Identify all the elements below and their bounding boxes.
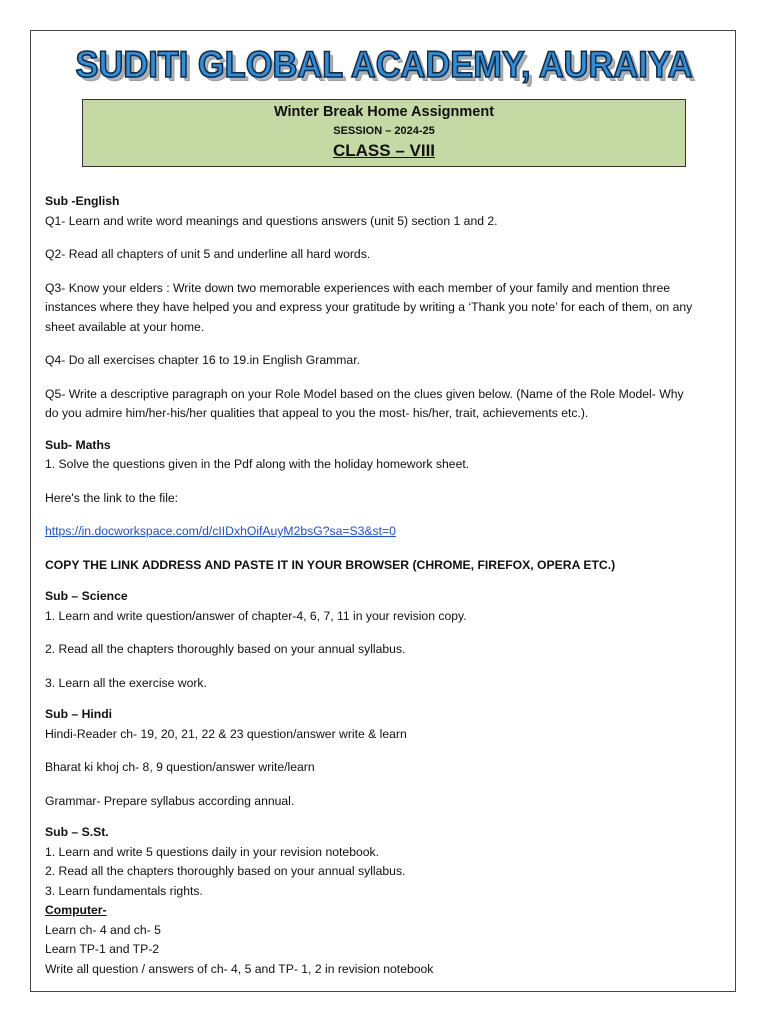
english-heading: Sub -English [45, 194, 120, 208]
maths-link-instruction: COPY THE LINK ADDRESS AND PASTE IT IN YOUR BROWSER (CHROME, FIREFOX, OPERA ETC.) [45, 557, 616, 572]
assignment-title: Winter Break Home Assignment [273, 104, 495, 120]
english-q5-line1: Q5- Write a descriptive paragraph on your Role Model based on the clues given below. (Name of the Role Model- Why [45, 386, 684, 401]
sst-item3: 3. Learn fundamentals rights. [45, 883, 203, 898]
english-q1: Q1- Learn and write word meanings and questions answers (unit 5) section 1 and 2. [45, 213, 498, 228]
english-q4: Q4- Do all exercises chapter 16 to 19.in English Grammar. [45, 353, 360, 367]
hindi-item3: Grammar- Prepare syllabus according annual. [45, 793, 295, 808]
english-q5-line2: do you admire him/her-his/her qualities that appeal to you the most- his/her, trait, achievements etc.). [45, 406, 589, 420]
sst-item1: 1. Learn and write 5 questions daily in your revision notebook. [45, 844, 380, 859]
hindi-item1: Hindi-Reader ch- 19, 20, 21, 22 & 23 question/answer write & learn [45, 726, 407, 741]
science-item2: 2. Read all the chapters thoroughly based on your annual syllabus. [45, 642, 406, 656]
class-label: CLASS – VIII [332, 141, 436, 160]
session-label: SESSION – 2024-25 [333, 125, 435, 137]
class-label-wrap [83, 141, 685, 161]
maths-heading: Sub- Maths [45, 437, 111, 452]
computer-item2: Learn TP-1 and TP-2 [45, 942, 160, 956]
english-q3-line1: Q3- Know your elders : Write down two memorable experiences with each member of your family and mention three [45, 280, 671, 295]
hindi-item2: Bharat ki khoj ch- 8, 9 question/answer write/learn [45, 760, 315, 774]
assignment-content [45, 192, 725, 979]
science-item1: 1. Learn and write question/answer of chapter-4, 6, 7, 11 in your revision copy. [45, 608, 467, 623]
maths-file-link[interactable]: https://in.docworkspace.com/d/cIIDxhOifAuyM2bsG?sa=S3&st=0 [45, 524, 396, 538]
computer-heading: Computer- [45, 903, 107, 917]
maths-link-intro: Here's the link to the file: [45, 490, 179, 505]
sst-heading: Sub – S.St. [45, 825, 109, 839]
english-q3-line3: sheet available at your home. [45, 319, 205, 334]
school-name: SUDITI GLOBAL ACADEMY, AURAIYA [75, 44, 693, 85]
computer-item3: Write all question / answers of ch- 4, 5 and TP- 1, 2 in revision notebook [45, 961, 434, 976]
computer-item1: Learn ch- 4 and ch- 5 [45, 922, 161, 937]
assignment-banner [82, 99, 686, 167]
hindi-heading: Sub – Hindi [45, 707, 113, 721]
english-q3-line2: instances where they have helped you and express your gratitude by writing a ‘Thank you note’ for each of them, on any [45, 300, 693, 314]
science-item3: 3. Learn all the exercise work. [45, 675, 207, 690]
science-heading: Sub – Science [45, 589, 128, 603]
sst-item2: 2. Read all the chapters thoroughly based on your annual syllabus. [45, 864, 406, 878]
english-q2: Q2- Read all chapters of unit 5 and underline all hard words. [45, 247, 371, 261]
maths-item1: 1. Solve the questions given in the Pdf along with the holiday homework sheet. [45, 457, 470, 471]
